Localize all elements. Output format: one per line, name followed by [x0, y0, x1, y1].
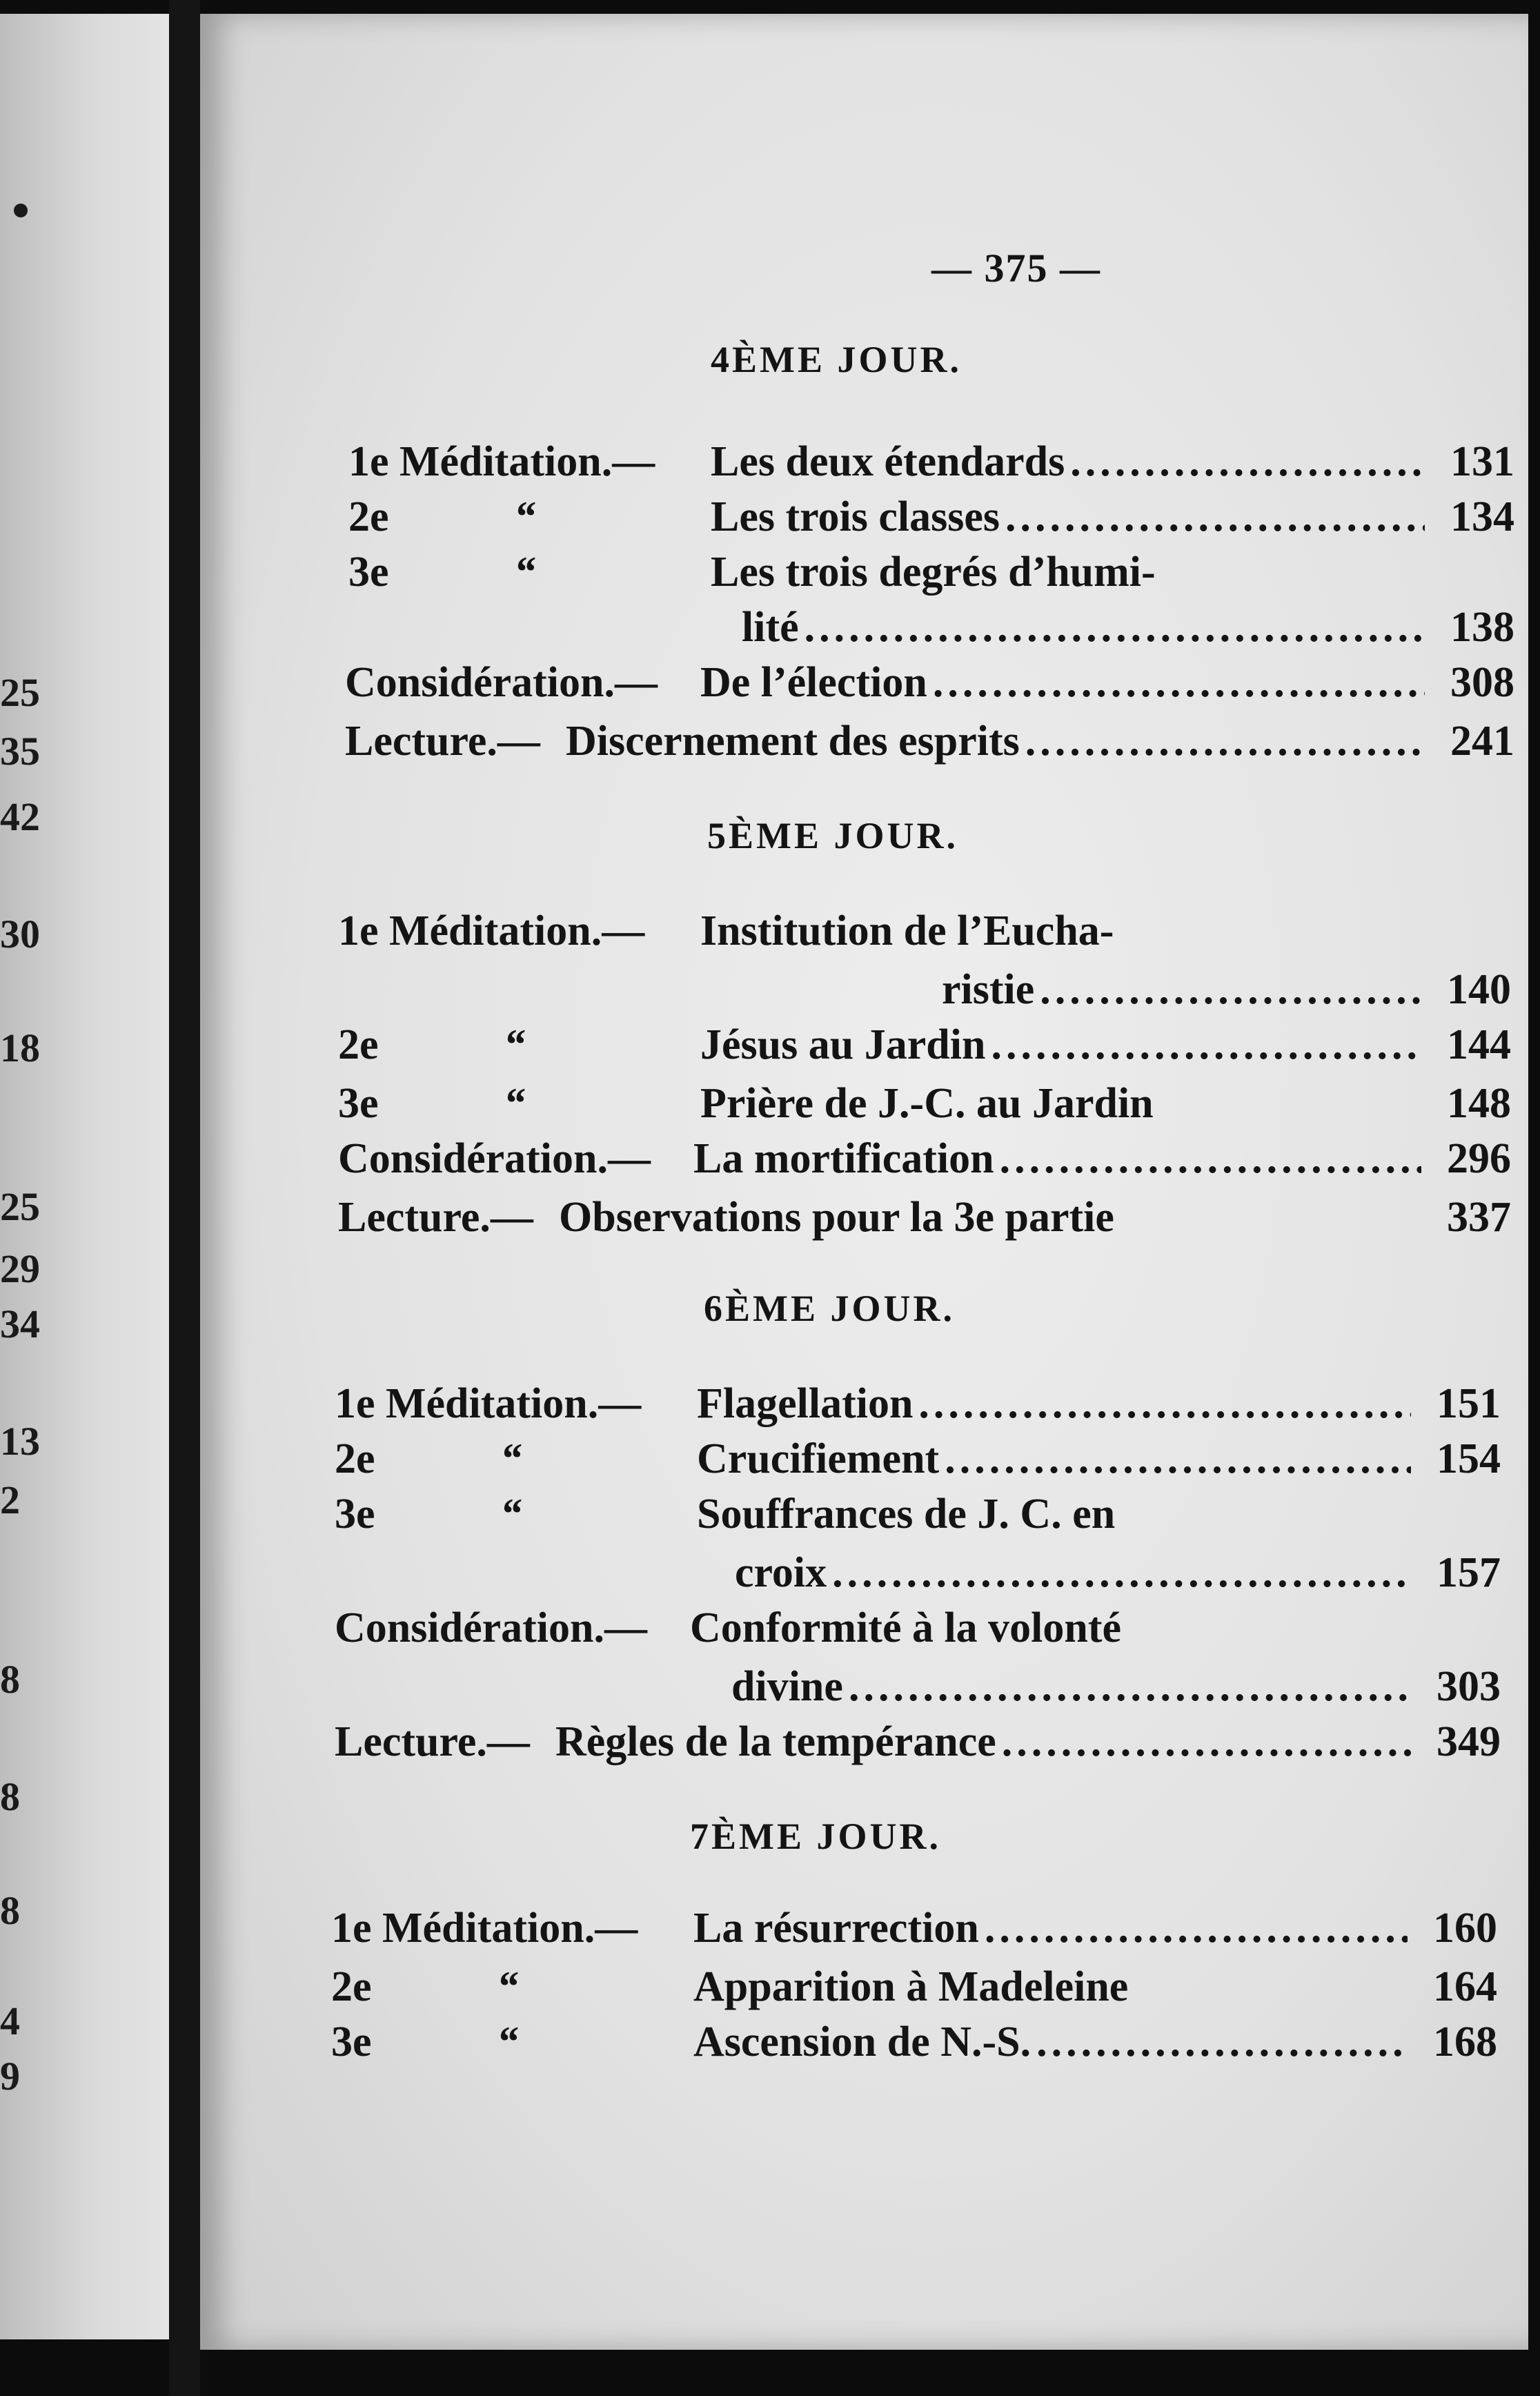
entry-title: La résurrection [693, 1905, 979, 1952]
prev-page-number: 35 [0, 729, 40, 774]
page-number: — 375 — [931, 246, 1101, 291]
dot-leader [927, 656, 1425, 709]
entry-title: Les deux étendards [711, 438, 1065, 485]
entry-page: 303 [1437, 1663, 1501, 1710]
entry-label: 2e [338, 1021, 379, 1068]
entry-title: Observations pour la 3e partie [559, 1194, 1114, 1241]
entry-label: 2e [335, 1435, 375, 1482]
prev-page-number: 30 [0, 912, 40, 956]
prev-page-number: 8 [0, 1774, 20, 1819]
section-heading: 4ÈME JOUR. [711, 339, 962, 380]
entry-title: Les trois classes [711, 493, 1000, 540]
entry-page: 160 [1433, 1905, 1497, 1952]
toc-entry [335, 1377, 1501, 1431]
prev-page-number: 4 [0, 1999, 20, 2043]
entry-title: Ascension de N.-S. [693, 2019, 1031, 2065]
toc-entry [331, 1960, 1497, 2014]
entry-label: 1e Méditation.— [331, 1905, 638, 1952]
entry-title: Crucifiement [697, 1435, 940, 1482]
entry-title: Discernement des esprits [566, 718, 1020, 765]
section-heading: 5ÈME JOUR. [707, 815, 958, 856]
entry-page: 157 [1437, 1549, 1501, 1596]
entry-page: 337 [1447, 1194, 1511, 1241]
entry-title-continued: lité [742, 604, 799, 651]
ditto-mark: “ [497, 1963, 518, 2010]
entry-page: 349 [1437, 1718, 1501, 1765]
toc-entry-continuation [348, 600, 1514, 654]
dot-leader [1065, 435, 1425, 489]
entry-title: Les trois degrés d’humi- [711, 549, 1156, 596]
entry-label: Considération.— [345, 659, 658, 706]
prev-page-number: 25 [0, 1184, 40, 1229]
dot-leader [996, 1715, 1411, 1769]
entry-title: Prière de J.-C. au Jardin [700, 1080, 1154, 1127]
entry-page: 164 [1433, 1963, 1497, 2010]
entry-title: Institution de l’Eucha- [700, 907, 1114, 954]
entry-title: Règles de la tempérance [555, 1718, 996, 1765]
dot-leader [1031, 2015, 1408, 2069]
entry-title-continued: croix [735, 1549, 827, 1596]
toc-entry [348, 545, 1514, 599]
entry-page: 140 [1447, 966, 1511, 1013]
toc-entry [335, 1601, 1501, 1655]
entry-page: 148 [1447, 1080, 1511, 1127]
toc-entry [335, 1432, 1501, 1486]
ink-dot [14, 204, 28, 217]
prev-page-number: 25 [0, 670, 40, 715]
entry-page: 138 [1450, 604, 1514, 651]
toc-entry [345, 656, 1514, 709]
section-heading: 7ÈME JOUR. [690, 1816, 941, 1857]
toc-entry [348, 435, 1514, 489]
entry-label: Considération.— [338, 1135, 651, 1182]
entry-title: Flagellation [697, 1380, 914, 1427]
toc-entry-continuation [335, 1546, 1501, 1600]
toc-entry [338, 904, 1421, 958]
toc-entry [335, 1487, 1501, 1541]
entry-title-continued: ristie [942, 966, 1035, 1013]
entry-page: 144 [1447, 1021, 1511, 1068]
entry-label: Lecture.— [345, 718, 540, 765]
prev-page-number: 13 [0, 1419, 40, 1464]
dot-leader [939, 1432, 1411, 1486]
entry-title: Jésus au Jardin [700, 1021, 986, 1068]
prev-page-number: 8 [0, 1888, 20, 1933]
prev-page-number: 8 [0, 1657, 20, 1702]
ditto-mark: “ [514, 493, 535, 540]
dot-leader [979, 1901, 1408, 1955]
toc-entry [331, 1901, 1497, 1955]
entry-label: Lecture.— [335, 1718, 530, 1765]
prev-page-number: 9 [0, 2054, 20, 2099]
previous-page-edge [0, 14, 169, 2339]
entry-title-continued: divine [731, 1663, 843, 1710]
entry-label: 1e Méditation.— [335, 1380, 642, 1427]
toc-entry-continuation [338, 963, 1511, 1017]
prev-page-number: 34 [0, 1302, 40, 1346]
toc-entry [335, 1715, 1501, 1769]
toc-entry [338, 1190, 1511, 1244]
entry-label: 2e [348, 493, 389, 540]
entry-page: 154 [1437, 1435, 1501, 1482]
entry-label: 1e Méditation.— [348, 438, 655, 485]
toc-entry [338, 1077, 1511, 1130]
entry-title: La mortification [693, 1135, 994, 1182]
toc-entry [348, 490, 1514, 544]
dot-leader [1034, 963, 1421, 1017]
book-page [200, 14, 1528, 2350]
entry-label: Lecture.— [338, 1194, 533, 1241]
entry-title: Apparition à Madeleine [693, 1963, 1129, 2010]
dot-leader [994, 1132, 1421, 1186]
entry-page: 151 [1437, 1380, 1501, 1427]
entry-label: 2e [331, 1963, 372, 2010]
dot-leader [843, 1660, 1411, 1713]
prev-page-number: 29 [0, 1246, 40, 1291]
section-heading: 6ÈME JOUR. [704, 1288, 955, 1329]
prev-page-number: 2 [0, 1477, 20, 1522]
book-gutter [169, 0, 200, 2396]
entry-page: 296 [1447, 1135, 1511, 1182]
entry-page: 131 [1450, 438, 1514, 485]
toc-entry [345, 714, 1514, 768]
dot-leader [799, 600, 1425, 654]
ditto-mark: “ [500, 1435, 522, 1482]
dot-leader [1020, 714, 1425, 768]
ditto-mark: “ [497, 2019, 518, 2065]
ditto-mark: “ [504, 1021, 525, 1068]
ditto-mark: “ [500, 1491, 522, 1538]
entry-page: 168 [1433, 2019, 1497, 2065]
dot-leader [1000, 490, 1425, 544]
entry-label: 3e [335, 1491, 375, 1538]
entry-page: 308 [1450, 659, 1514, 706]
toc-entry-continuation [335, 1660, 1501, 1713]
entry-title: De l’élection [700, 659, 927, 706]
ditto-mark: “ [514, 549, 535, 596]
entry-title: Conformité à la volonté [690, 1604, 1122, 1651]
entry-page: 241 [1450, 718, 1514, 765]
prev-page-number: 42 [0, 794, 40, 839]
entry-title: Souffrances de J. C. en [697, 1491, 1116, 1538]
dot-leader [985, 1018, 1421, 1072]
toc-entry [338, 1132, 1511, 1186]
dot-leader [827, 1546, 1411, 1600]
entry-label: 3e [331, 2019, 372, 2065]
toc-entry [331, 2015, 1497, 2069]
dot-leader [913, 1377, 1411, 1431]
entry-label: Considération.— [335, 1604, 647, 1651]
entry-page: 134 [1450, 493, 1514, 540]
toc-entry [338, 1018, 1511, 1072]
entry-label: 3e [348, 549, 389, 596]
prev-page-number: 18 [0, 1025, 40, 1070]
ditto-mark: “ [504, 1080, 525, 1127]
entry-label: 1e Méditation.— [338, 907, 645, 954]
entry-label: 3e [338, 1080, 379, 1127]
